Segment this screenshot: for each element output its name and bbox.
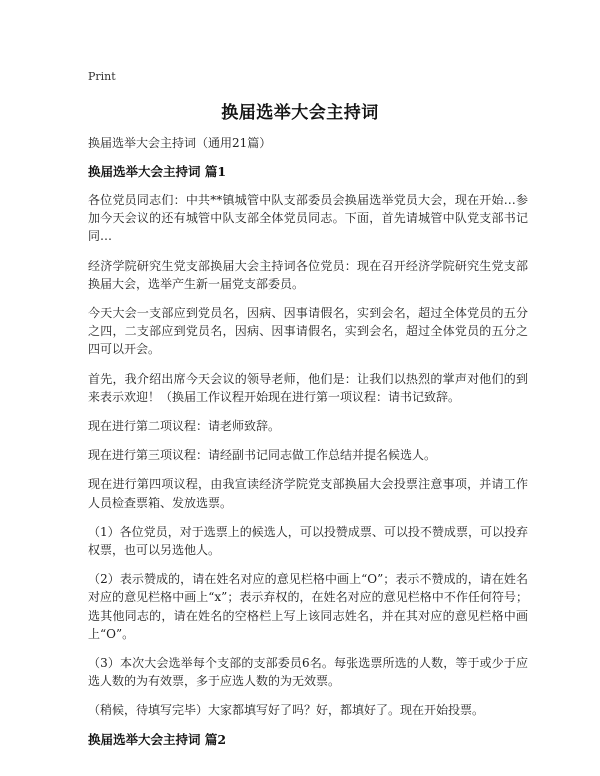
document-body <box>88 134 528 759</box>
paragraph: 现在进行第三项议程：请经副书记同志做工作总结并提名候选人。 <box>88 448 437 463</box>
paragraph: 经济学院研究生党支部换届大会主持词各位党员：现在召开经济学院研究生党支部换届大会，选举产生新一届党支部委员。 <box>88 258 528 291</box>
paragraph: 现在进行第四项议程，由我宣读经济学院党支部换届大会投票注意事项，并请工作人员检查票箱、发放选票。 <box>88 477 528 510</box>
document-title: 换届选举大会主持词 <box>221 103 379 123</box>
section-heading: 换届选举大会主持词 篇1 <box>88 164 227 179</box>
section-1 <box>88 163 528 720</box>
print-label: Print <box>88 70 116 83</box>
paragraph: 各位党员同志们：中共**镇城管中队支部委员会换届选举党员大会，现在开始…参加今天会议的还有城管中队支部全体党员同志。下面，首先请城管中队党支部书记同… <box>88 193 528 244</box>
paragraph: （2）表示赞成的，请在姓名对应的意见栏格中画上“O”；表示不赞成的，请在姓名对应的意见栏格中画上“x”；表示弃权的，在姓名对应的意见栏格中不作任何符号；选其他同志的，请在姓名的空格栏上写上该同志姓名，并在其对应的意见栏格中画上“O”。 <box>88 572 528 641</box>
paragraph: 首先，我介绍出席今天会议的领导老师，他们是：让我们以热烈的掌声对他们的到来表示欢迎！（换届工作议程开始现在进行第一项议程：请书记致辞。 <box>88 371 528 404</box>
document-subtitle: 换届选举大会主持词（通用21篇） <box>88 136 272 150</box>
section-2 <box>88 731 528 749</box>
paragraph: 现在进行第二项议程：请老师致辞。 <box>88 419 281 434</box>
paragraph: 今天大会一支部应到党员名，因病、因事请假名，实到会名，超过全体党员的五分之四，二支部应到党员名，因病、因事请假名，实到会名，超过全体党员的五分之四可以开会。 <box>88 306 528 357</box>
section-heading: 换届选举大会主持词 篇2 <box>88 731 227 747</box>
paragraph: （1）各位党员，对于选票上的候选人，可以投赞成票、可以投不赞成票，可以投弃权票，也可以另选他人。 <box>88 524 528 558</box>
paragraph: （3）本次大会选举每个支部的支部委员6名。每张选票所选的人数，等于或少于应选人数的为有效票，多于应选人数的为无效票。 <box>88 656 528 689</box>
paragraph: （稍候，待填写完毕）大家都填写好了吗？好，都填好了。现在开始投票。 <box>88 703 485 718</box>
